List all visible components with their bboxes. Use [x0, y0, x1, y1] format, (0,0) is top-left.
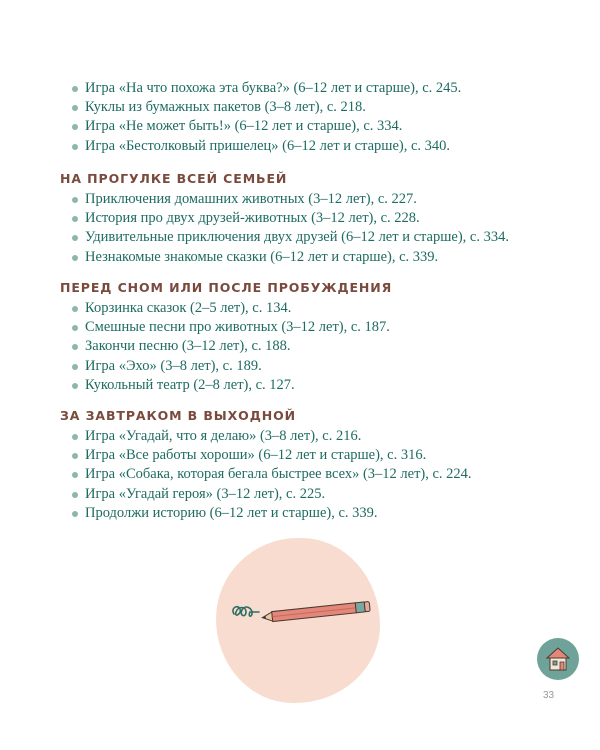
page-number: 33	[543, 690, 555, 701]
bullet-dot	[72, 235, 78, 241]
section-continued	[69, 79, 461, 156]
bullet-dot	[72, 492, 78, 498]
list-item: Куклы из бумажных пакетов (3–8 лет), с. 218.	[69, 98, 461, 117]
bullet-dot	[72, 383, 78, 389]
list-item: Игра «Бестолковый пришелец» (6–12 лет и старше), с. 340.	[69, 137, 461, 156]
list-item: Продолжи историю (6–12 лет и старше), с. 339.	[69, 504, 472, 523]
bullet-dot	[72, 306, 78, 312]
activity-list	[69, 299, 392, 395]
list-item: Незнакомые знакомые сказки (6–12 лет и старше), с. 339.	[69, 248, 509, 267]
list-item: Игра «Угадай, что я делаю» (3–8 лет), с. 216.	[69, 427, 472, 446]
section-walk	[60, 171, 509, 267]
list-item: Игра «Эхо» (3–8 лет), с. 189.	[69, 357, 392, 376]
list-item: Удивительные приключения двух друзей (6–12 лет и старше), с. 334.	[69, 228, 509, 247]
bullet-dot	[72, 105, 78, 111]
bullet-dot	[72, 255, 78, 261]
bullet-dot	[72, 216, 78, 222]
list-item: Игра «На что похожа эта буква?» (6–12 лет и старше), с. 245.	[69, 79, 461, 98]
list-item: Игра «Угадай героя» (3–12 лет), с. 225.	[69, 485, 472, 504]
list-item: Кукольный театр (2–8 лет), с. 127.	[69, 376, 392, 395]
bullet-dot	[72, 325, 78, 331]
bullet-dot	[72, 144, 78, 150]
list-item: Игра «Все работы хороши» (6–12 лет и старше), с. 316.	[69, 446, 472, 465]
section-heading: НА ПРОГУЛКЕ ВСЕЙ СЕМЬЕЙ	[60, 171, 288, 186]
list-item: Смешные песни про животных (3–12 лет), с. 187.	[69, 318, 392, 337]
bullet-dot	[72, 511, 78, 517]
bullet-dot	[72, 86, 78, 92]
activity-list	[69, 79, 461, 156]
section-bedtime	[60, 280, 393, 395]
house-icon	[537, 638, 579, 680]
bullet-dot	[72, 197, 78, 203]
bullet-dot	[72, 124, 78, 130]
activity-list	[69, 190, 509, 267]
section-heading: ПЕРЕД СНОМ ИЛИ ПОСЛЕ ПРОБУЖДЕНИЯ	[60, 280, 393, 295]
section-heading: ЗА ЗАВТРАКОМ В ВЫХОДНОЙ	[60, 408, 296, 423]
bullet-dot	[72, 434, 78, 440]
bullet-dot	[72, 364, 78, 370]
list-item: Закончи песню (3–12 лет), с. 188.	[69, 337, 392, 356]
section-breakfast	[60, 408, 472, 523]
pencil-icon	[226, 592, 376, 632]
list-item: История про двух друзей-животных (3–12 лет), с. 228.	[69, 209, 509, 228]
list-item: Корзинка сказок (2–5 лет), с. 134.	[69, 299, 392, 318]
activity-list	[69, 427, 472, 523]
list-item: Игра «Не может быть!» (6–12 лет и старше), с. 334.	[69, 117, 461, 136]
list-item: Игра «Собака, которая бегала быстрее всех» (3–12 лет), с. 224.	[69, 465, 472, 484]
list-item: Приключения домашних животных (3–12 лет), с. 227.	[69, 190, 509, 209]
bullet-dot	[72, 453, 78, 459]
bullet-dot	[72, 472, 78, 478]
bullet-dot	[72, 344, 78, 350]
